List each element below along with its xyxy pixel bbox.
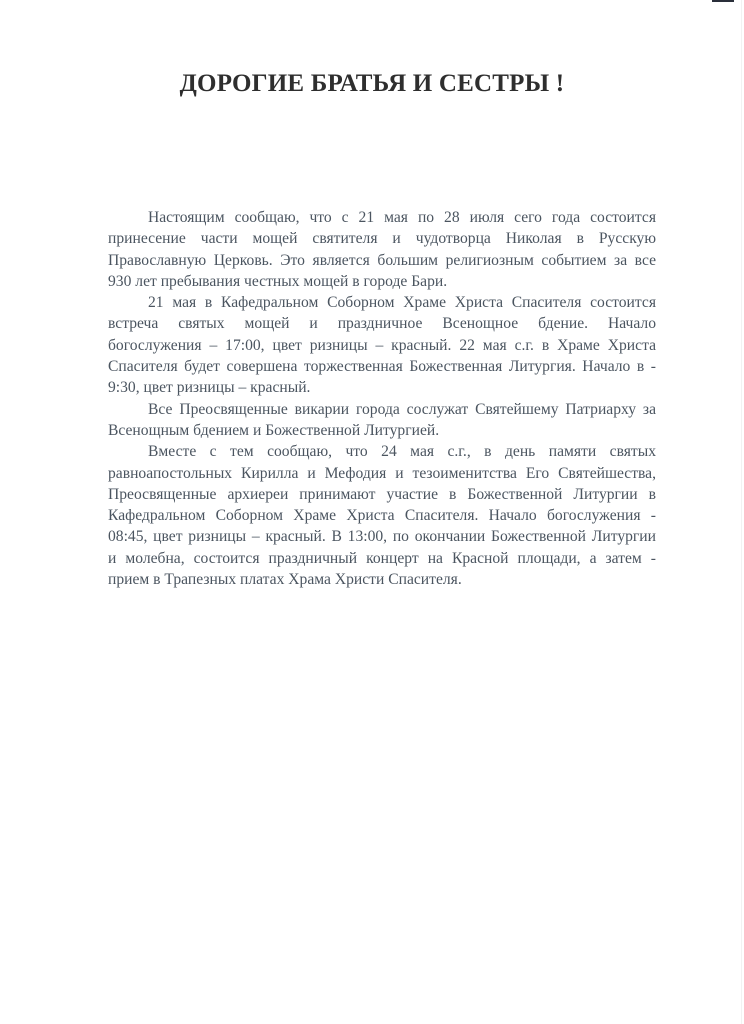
text-line: Преосвященные архиереи принимают участие в Божественной Литургии в — [108, 485, 656, 503]
text-line: 21 мая в Кафедральном Соборном Храме Христа Спасителя состоится — [148, 294, 656, 312]
paragraph — [108, 441, 656, 590]
paragraph — [108, 399, 656, 442]
text-line: Все Преосвященные викарии города сослужат Святейшему Патриарху за — [148, 400, 656, 418]
paragraph — [108, 292, 656, 398]
text-line: Православную Церковь. Это является большим религиозным событием за все — [108, 251, 656, 269]
letter-title: ДОРОГИЕ БРАТЬЯ И СЕСТРЫ ! — [179, 70, 565, 97]
scan-edge — [741, 0, 742, 1024]
text-line: 08:45, цвет ризницы – красный. В 13:00, по окончании Божественной Литургии — [108, 528, 656, 546]
text-line: принесение части мощей святителя и чудотворца Николая в Русскую — [108, 230, 656, 248]
text-line: встреча святых мощей и праздничное Всенощное бдение. Начало — [108, 315, 656, 333]
text-line: 930 лет пребывания честных мощей в городе Бари. — [108, 272, 448, 290]
text-line: Кафедральном Соборном Храме Христа Спасителя. Начало богослужения - — [108, 507, 656, 525]
text-line: 9:30, цвет ризницы – красный. — [108, 379, 311, 397]
text-line: Спасителя будет совершена торжественная Божественная Литургия. Начало в - — [108, 358, 656, 376]
text-line: равноапостольных Кирилла и Мефодия и тезоименитства Его Святейшества, — [108, 464, 656, 482]
text-line: прием в Трапезных платах Храма Христи Спасителя. — [108, 571, 462, 589]
scan-corner-mark — [712, 0, 734, 2]
paragraph — [108, 207, 656, 292]
text-line: и молебна, состоится праздничный концерт на Красной площади, а затем - — [108, 549, 656, 567]
text-line: богослужения – 17:00, цвет ризницы – красный. 22 мая с.г. в Храме Христа — [108, 336, 656, 354]
letter-body — [108, 207, 656, 590]
text-line: Вместе с тем сообщаю, что 24 мая с.г., в день памяти святых — [148, 443, 656, 461]
text-line: Настоящим сообщаю, что с 21 мая по 28 июля сего года состоится — [148, 209, 656, 226]
text-line: Всенощным бдением и Божественной Литургией. — [108, 421, 440, 439]
